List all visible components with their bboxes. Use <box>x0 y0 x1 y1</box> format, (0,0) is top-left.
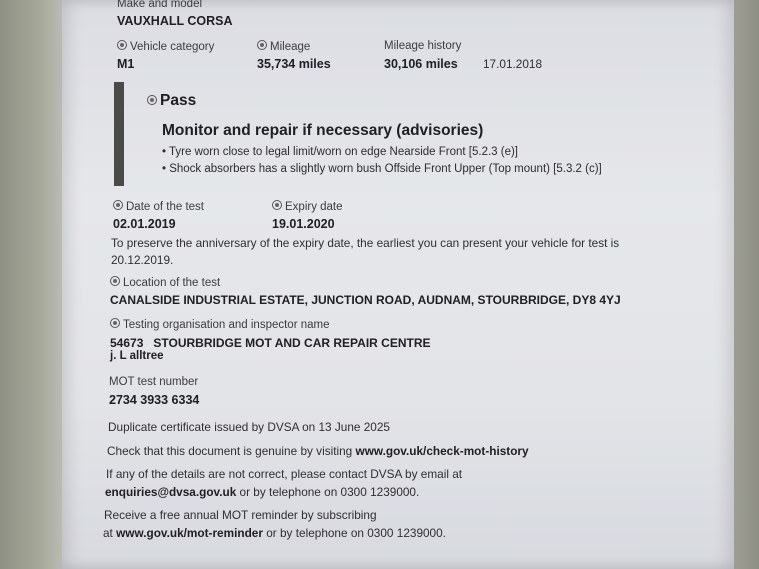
pass-status: Pass <box>147 92 196 110</box>
mot-test-number-value: 2734 3933 6334 <box>109 393 200 407</box>
test-date-label: Date of the test <box>113 200 204 213</box>
vehicle-category-value: M1 <box>117 57 135 71</box>
mileage-label: Mileage <box>257 40 310 53</box>
reminder-line: Receive a free annual MOT reminder by subscribing <box>104 508 377 522</box>
mileage-value: 35,734 miles <box>257 57 331 71</box>
advisory-item: • Tyre worn close to legal limit/worn on edge Nearside Front [5.2.3 (e)] <box>162 146 519 158</box>
contact-email-link[interactable]: enquiries@dvsa.gov.uk <box>105 485 237 499</box>
expiry-date-value: 19.01.2020 <box>272 217 335 231</box>
duplicate-issued-text: Duplicate certificate issued by DVSA on 13 June 2025 <box>108 420 390 434</box>
info-icon <box>272 200 282 210</box>
mileage-history-value: 30,106 miles <box>384 57 458 71</box>
vehicle-category-label: Vehicle category <box>117 40 214 53</box>
advisories-title: Monitor and repair if necessary (advisories) <box>162 122 484 139</box>
testing-org-value: 54673 STOURBRIDGE MOT AND CAR REPAIR CENTRE <box>110 336 431 350</box>
expiry-date-label: Expiry date <box>272 200 343 213</box>
contact-details-line: enquiries@dvsa.gov.uk or by telephone on 0300 1239000. <box>105 485 420 499</box>
inspector-name: j. L alltree <box>110 350 164 362</box>
calendar-icon <box>113 200 123 210</box>
test-date-value: 02.01.2019 <box>113 217 176 231</box>
anniversary-date: 20.12.2019. <box>111 253 174 267</box>
make-model-value: VAUXHALL CORSA <box>117 14 233 28</box>
location-label: Location of the test <box>110 276 220 289</box>
mileage-history-date: 17.01.2018 <box>483 57 543 71</box>
location-value: CANALSIDE INDUSTRIAL ESTATE, JUNCTION ROAD, AUDNAM, STOURBRIDGE, DY8 4YJ <box>110 293 621 307</box>
anniversary-text: To preserve the anniversary of the expiry date, the earliest you can present your vehicle for test is <box>111 236 620 250</box>
result-side-bar <box>114 82 124 186</box>
mot-test-number-label: MOT test number <box>109 376 199 388</box>
make-model-label: Make and model <box>117 0 203 10</box>
check-genuine-line: Check that this document is genuine by visiting www.gov.uk/check-mot-history <box>107 444 529 458</box>
info-icon <box>117 40 127 50</box>
advisory-item: • Shock absorbers has a slightly worn bush Offside Front Upper (Top mount) [5.3.2 (c)] <box>162 163 602 175</box>
location-icon <box>110 276 120 286</box>
info-icon <box>110 318 120 328</box>
info-icon <box>257 40 267 50</box>
contact-line: If any of the details are not correct, please contact DVSA by email at <box>106 467 463 481</box>
pass-icon <box>147 95 157 105</box>
mot-reminder-link[interactable]: www.gov.uk/mot-reminder <box>116 526 263 540</box>
testing-org-label: Testing organisation and inspector name <box>110 318 330 331</box>
check-mot-history-link[interactable]: www.gov.uk/check-mot-history <box>355 444 529 458</box>
mileage-history-label: Mileage history <box>384 40 462 52</box>
reminder-details-line: at www.gov.uk/mot-reminder or by telephone on 0300 1239000. <box>103 526 446 540</box>
